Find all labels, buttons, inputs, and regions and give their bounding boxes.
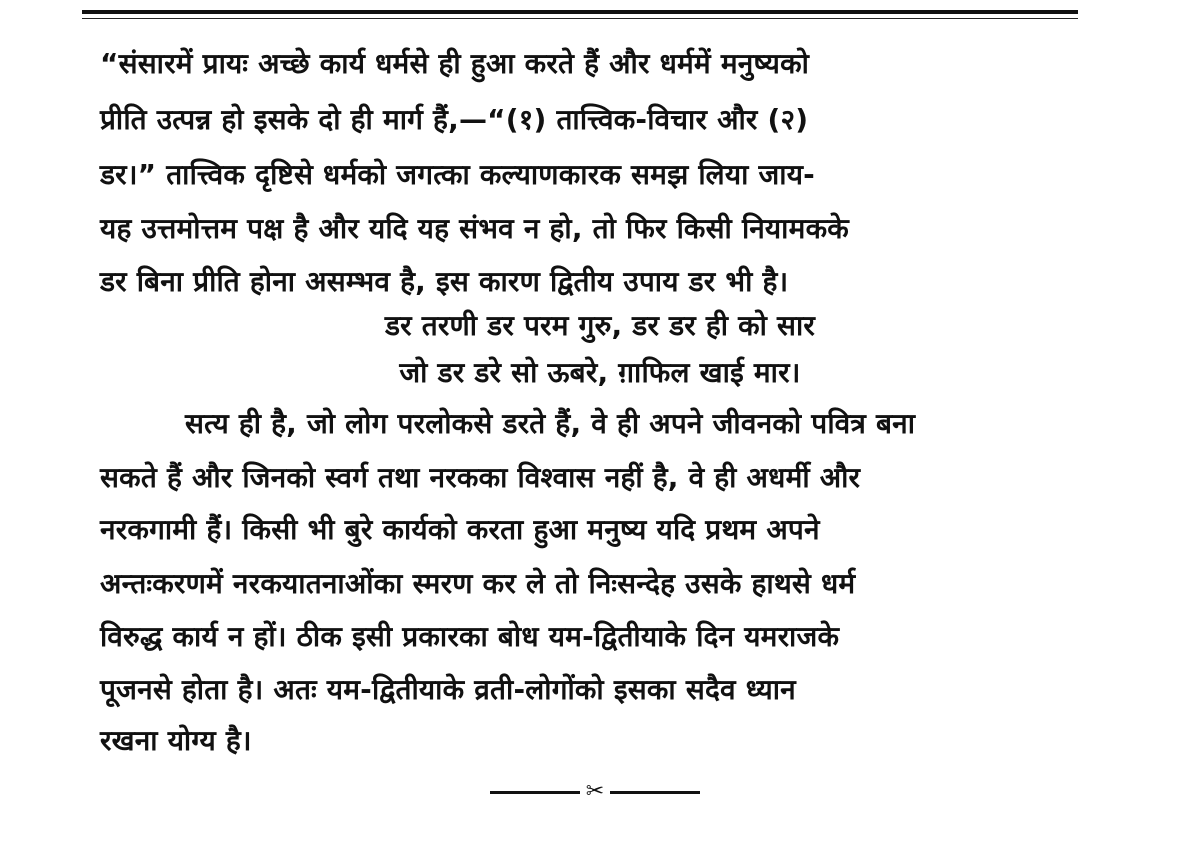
paragraph2-line-4: अन्तःकरणमें नरकयातनाओंका स्मरण कर ले तो निःसन्देह उसके हाथसे धर्म (100, 567, 856, 600)
verse-line-2: जो डर डरे सो ऊबरे, ग़ाफिल खाई मार। (399, 356, 801, 389)
paragraph1-line-3: डर।” तात्त्विक दृष्टिसे धर्मको जगत्का कल्याणकारक समझ लिया जाय- (100, 158, 815, 191)
paragraph1-line-4: यह उत्तमोत्तम पक्ष है और यदि यह संभव न हो, तो फिर किसी नियामकके (100, 212, 849, 245)
paragraph2-line-5: विरुद्ध कार्य न हों। ठीक इसी प्रकारका बोध यम-द्वितीयाके दिन यमराजके (100, 620, 840, 653)
top-rule-thick (82, 10, 1078, 14)
paragraph2-line-6: पूजनसे होता है। अतः यम-द्वितीयाके व्रती-लोगोंको इसका सदैव ध्यान (100, 673, 796, 706)
ornament-right-bar (610, 791, 700, 794)
top-rule-thin (82, 18, 1078, 19)
ornament-left-bar (490, 791, 580, 794)
paragraph1-line-1: “संसारमें प्रायः अच्छे कार्य धर्मसे ही हुआ करते हैं और धर्ममें मनुष्यको (100, 47, 810, 80)
ornament-flourish-icon: ✂ (585, 779, 605, 804)
top-double-rule (82, 10, 1078, 22)
paragraph2-line-3: नरकगामी हैं। किसी भी बुरे कार्यको करता हुआ मनुष्य यदि प्रथम अपने (100, 513, 820, 546)
verse-line-1: डर तरणी डर परम गुरु, डर डर ही को सार (384, 309, 816, 342)
paragraph1-line-2: प्रीति उत्पन्न हो इसके दो ही मार्ग हैं,—“(१) तात्त्विक-विचार और (२) (100, 103, 809, 136)
paragraph2-line-1: सत्य ही है, जो लोग परलोकसे डरते हैं, वे ही अपने जीवनको पवित्र बना (185, 407, 916, 440)
paragraph2-line-2: सकते हैं और जिनको स्वर्ग तथा नरकका विश्वास नहीं है, वे ही अधर्मी और (100, 461, 861, 494)
end-ornament (480, 780, 720, 804)
paragraph2-line-7: रखना योग्य है। (100, 724, 252, 757)
paragraph1-line-5: डर बिना प्रीति होना असम्भव है, इस कारण द्वितीय उपाय डर भी है। (100, 265, 789, 298)
